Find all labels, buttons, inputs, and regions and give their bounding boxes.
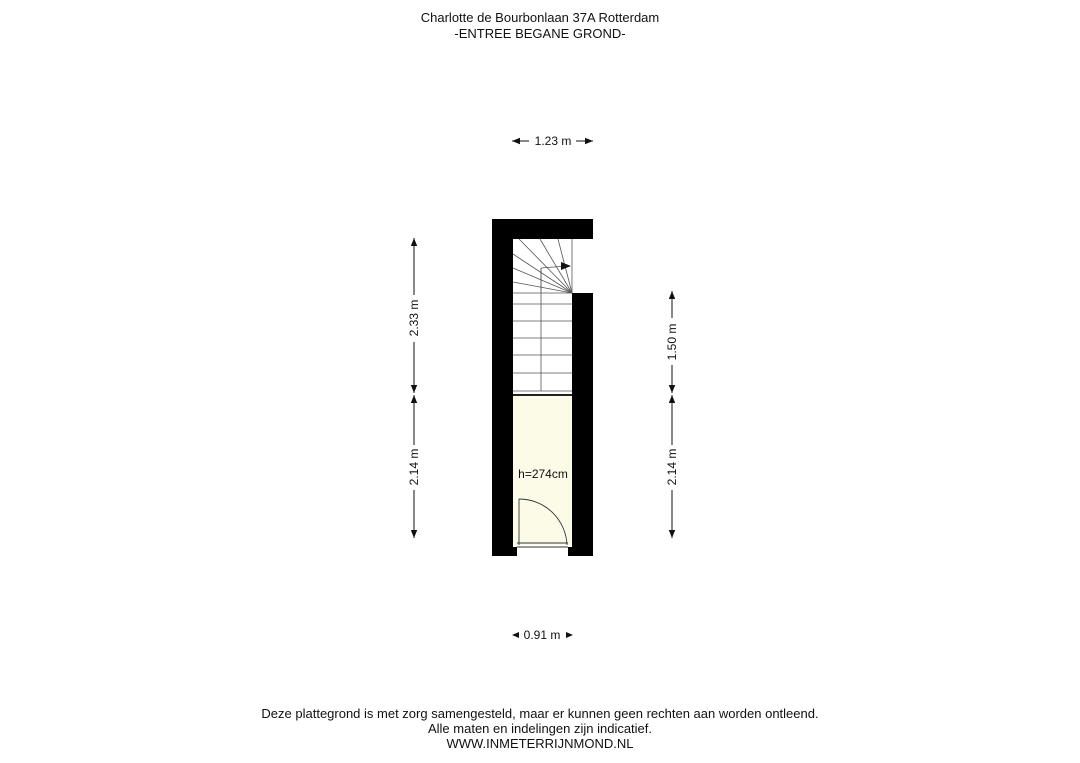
address-title: Charlotte de Bourbonlaan 37A Rotterdam [420,10,660,25]
dim-bottom-arrow-left-icon [512,632,519,638]
disclaimer-line-1: Deze plattegrond is met zorg samengesteld, maar er kunnen geen rechten aan worden ontleend. [261,706,819,721]
floor-title: -ENTREE BEGANE GROND- [454,26,626,41]
website-url: WWW.INMETERRIJNMOND.NL [446,736,634,751]
dim-right-lower: 2.14 m [665,448,679,486]
dim-left-lower: 2.14 m [407,448,421,486]
wall-right [572,293,593,556]
dim-bottom-width: 0.91 m [523,628,561,642]
wall-top [492,219,593,239]
dim-bottom-arrow-right-icon [566,632,573,638]
staircase [513,239,572,391]
disclaimer-line-2: Alle maten en indelingen zijn indicatief. [427,721,653,736]
wall-left [492,219,513,556]
wall-bottom-right-stub [568,547,572,556]
dim-right-upper: 1.50 m [665,323,679,361]
room-height-label: h=274cm [518,467,568,481]
dim-left-upper: 2.33 m [407,299,421,337]
dim-top-width: 1.23 m [534,134,572,148]
plan-footer [0,706,1080,751]
wall-bottom-left-stub [513,547,517,556]
